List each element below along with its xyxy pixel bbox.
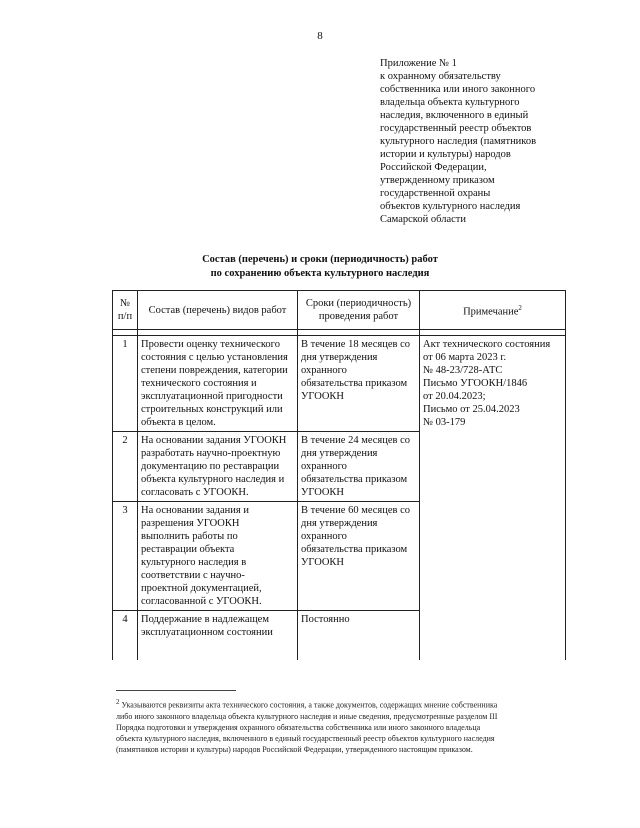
footnote-line [116,697,556,711]
header-number-line: п/п [117,311,133,322]
cell-line: технического состояния и [141,378,257,389]
appendix-line: Российской Федерации, [380,162,487,173]
appendix-line: объектов культурного наследия [380,201,521,212]
appendix-header [380,57,590,226]
cell-line: На основании задания и [141,505,249,516]
cell-line: культурного наследия в [141,557,247,568]
header-number [113,291,138,330]
header-number-line: № [119,298,131,309]
row-terms [298,502,420,611]
appendix-line: владельца объекта культурного [380,97,520,108]
appendix-line: государственный реестр объектов [380,123,532,134]
cell-line: дня утверждения [301,448,378,459]
heading-line: по сохранению объекта культурного наследия [210,268,430,279]
works-table [112,290,566,660]
header-terms-line: проведения работ [318,311,399,322]
note-line: Письмо УГООКН/1846 [423,378,528,389]
cell-line: УГООКН [301,487,344,498]
appendix-line: истории и культуры) народов [380,149,511,160]
note-line: Письмо от 25.04.2023 [423,404,520,415]
row-number: 2 [113,432,138,502]
header-composition [138,291,298,330]
cell-line: В течение 18 месяцев со [301,339,411,350]
footnote-divider [116,690,236,691]
cell-line: объекта в целом. [141,417,216,428]
cell-line: обязательства приказом [301,378,408,389]
cell-line: УГООКН [301,557,344,568]
cell-line: охранного [301,531,347,542]
cell-line: В течение 60 месяцев со [301,505,411,516]
row-terms [298,611,420,661]
cell-line: степени повреждения, категории [141,365,288,376]
cell-line: состояния с целью установления [141,352,288,363]
appendix-line: наследия, включенного в единый [380,110,529,121]
cell-line: объекта культурного наследия и [141,474,285,485]
row-composition [138,502,298,611]
cell-line: дня утверждения [301,352,378,363]
footnote [116,697,556,755]
appendix-line: культурного наследия (памятников [380,136,537,147]
footnote-line: либо иного законного владельца объекта культурного наследия и иные сведения, предусмотренные разделом III [116,711,498,721]
cell-line: Поддержание в надлежащем [141,614,269,625]
note-line: № 48-23/728-АТС [423,365,503,376]
cell-line: На основании задания УГООКН [141,435,287,446]
appendix-line: к охранному обязательству [380,71,501,82]
row-composition [138,336,298,432]
header-note-label: Примечание [463,306,519,318]
cell-line: Провести оценку технического [141,339,280,350]
row-number: 1 [113,336,138,432]
appendix-line: Самарской области [380,214,466,225]
note-line: Акт технического состояния [423,339,551,350]
heading-line: Состав (перечень) и сроки (периодичность) работ [202,254,438,265]
row-terms [298,432,420,502]
note-line: от 06 марта 2023 г. [423,352,507,363]
footnote-mark: 2 [116,698,120,706]
row-number: 3 [113,502,138,611]
appendix-line: утвержденному приказом [380,175,495,186]
cell-line: охранного [301,365,347,376]
cell-line: согласованной с УГООКН. [141,596,262,607]
header-composition-line: Состав (перечень) видов работ [148,304,287,316]
cell-line: соответствии с научно- [141,570,245,581]
appendix-line: государственной охраны [380,188,491,199]
cell-line: проектной документацией, [141,583,262,594]
row-number: 4 [113,611,138,661]
cell-line: эксплуатационном состоянии [141,627,273,638]
cell-line: документацию по реставрации [141,461,280,472]
cell-line: согласовать с УГООКН. [141,487,249,498]
appendix-line: собственника или иного законного [380,84,536,95]
footnote-line: (памятников истории и культуры) народов Российской Федерации, утвержденного настоящим приказом. [116,744,473,754]
table-row [113,336,566,432]
cell-line: обязательства приказом [301,544,408,555]
document-heading [0,253,640,281]
cell-line: разработать научно-проектную [141,448,281,459]
header-note [420,291,566,330]
cell-line: эксплуатационной пригодности [141,391,283,402]
cell-line: строительных конструкций или [141,404,283,415]
cell-line: УГООКН [301,391,344,402]
footnote-line: Порядка подготовки и утверждения охранного обязательства собственника или иного законного владельца [116,722,481,732]
header-terms-line: Сроки (периодичность) [305,298,412,309]
cell-line: реставрации объекта [141,544,235,555]
table-header-row [113,291,566,330]
cell-line: обязательства приказом [301,474,408,485]
row-composition [138,432,298,502]
row-note [420,336,566,661]
footnote-reference: 2 [518,303,522,312]
appendix-line: Приложение № 1 [380,58,457,69]
cell-line: охранного [301,461,347,472]
page-number: 8 [317,30,323,42]
cell-line: выполнить работы по [141,531,238,542]
header-terms [298,291,420,330]
cell-line: дня утверждения [301,518,378,529]
cell-line: Постоянно [301,614,350,625]
cell-line: В течение 24 месяцев со [301,435,411,446]
row-terms [298,336,420,432]
cell-line: разрешения УГООКН [141,518,240,529]
row-composition [138,611,298,661]
footnote-text: Указываются реквизиты акта технического состояния, а также документов, содержащих мнение собственника [121,700,498,710]
note-line: от 20.04.2023; [423,391,486,402]
footnote-line: объекта культурного наследия, включенного в единый государственный реестр объектов культурного наследия [116,733,495,743]
note-line: № 03-179 [423,417,466,428]
